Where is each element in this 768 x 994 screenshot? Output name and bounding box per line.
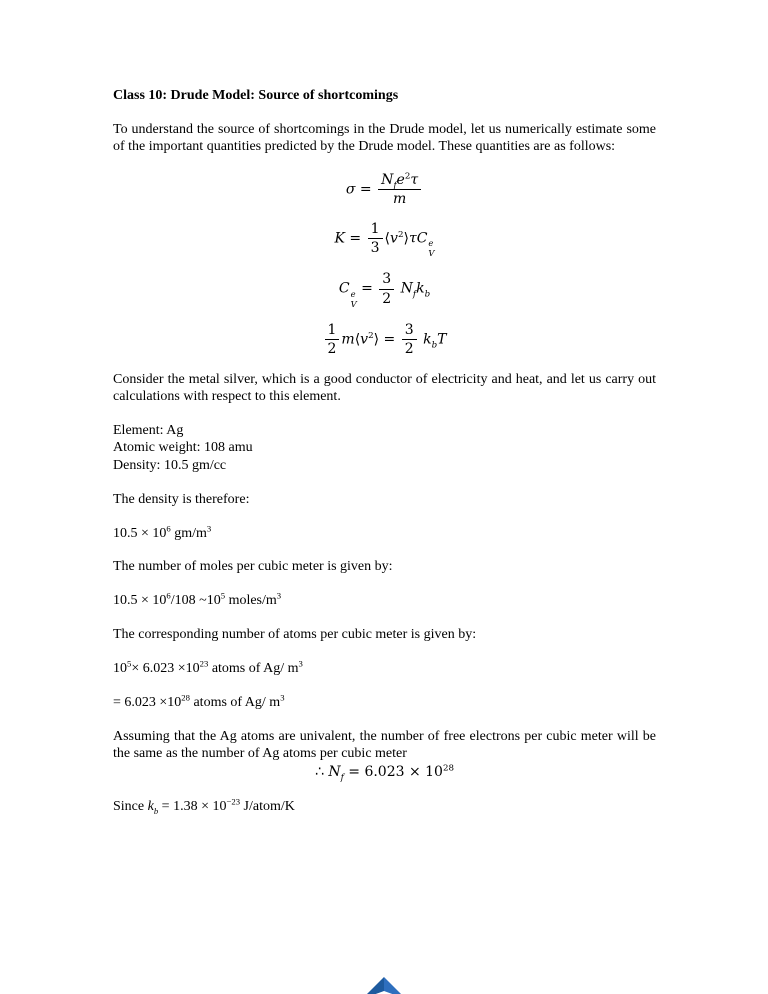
- paper-plane-logo-svg: [362, 977, 406, 994]
- univalent-block: [113, 728, 656, 782]
- paper-plane-logo-icon: [362, 977, 406, 994]
- equations-block: [113, 172, 656, 357]
- atoms-value-line-2: = $6.023 \times 10^{28}$ atoms of Ag/ $m^3$: [113, 692, 285, 711]
- density-line: Density: 10.5 gm/cc: [113, 457, 227, 473]
- univalent-paragraph: Assuming that the Ag atoms are univalent, the number of free electrons per cubic meter will be the same as the number of Ag atoms per cubic meter: [113, 728, 656, 762]
- atoms-intro-line: The corresponding number of atoms per cubic meter is given by:: [113, 627, 477, 643]
- moles-value-line: $10.5 \times 10^6/108$ $\sim 10^5$ moles/$m^3$: [113, 590, 282, 609]
- atomic-weight-line: Atomic weight: 108 amu: [113, 440, 253, 456]
- equation-kinetic-energy: $\frac{1}{2}$ $m⟨v^2⟩$ = $\frac{3}{2}$ $k_bT$: [113, 322, 656, 357]
- element-properties-block: [113, 422, 656, 474]
- document-title: Class 10: Drude Model: Source of shortcomings: [113, 88, 399, 103]
- equation-electrical-conductivity: σ = $\frac{N_fe^2\tau}{m}$: [113, 172, 656, 207]
- element-name-line: Element: Ag: [113, 422, 184, 438]
- equation-thermal-conductivity: K = $\frac{1}{3}$ $⟨v^2⟩\tau C$ e V: [334, 220, 435, 259]
- density-intro-line: The density is therefore:: [113, 491, 250, 507]
- intro-paragraph: To understand the source of shortcomings in the Drude model, let us numerically estimate some of the important quantities predicted by the Drude model. These quantities are as follows:: [113, 122, 656, 155]
- kb-value-line: Since $k_b = 1.38 \times 10^{-23}$ J/atom/K: [113, 796, 295, 817]
- atoms-value-line-1: $10^5\times 6.023 \times 10^{23}$ atoms of Ag/ $m^3$: [113, 658, 303, 677]
- density-value-line: $10.5 \times 10^6$ $gm/m^3$: [113, 522, 212, 541]
- moles-intro-line: The number of moles per cubic meter is given by:: [113, 559, 393, 575]
- nf-result-line: ∴ $N_f = 6.023 \times 10^{28}$: [314, 763, 455, 783]
- equation-electronic-heat-capacity: C e V = $\frac{3}{2}$ $N_fk_b$: [338, 271, 431, 310]
- consider-paragraph: Consider the metal silver, which is a good conductor of electricity and heat, and let us carry out calculations with respect to this element.: [113, 371, 656, 404]
